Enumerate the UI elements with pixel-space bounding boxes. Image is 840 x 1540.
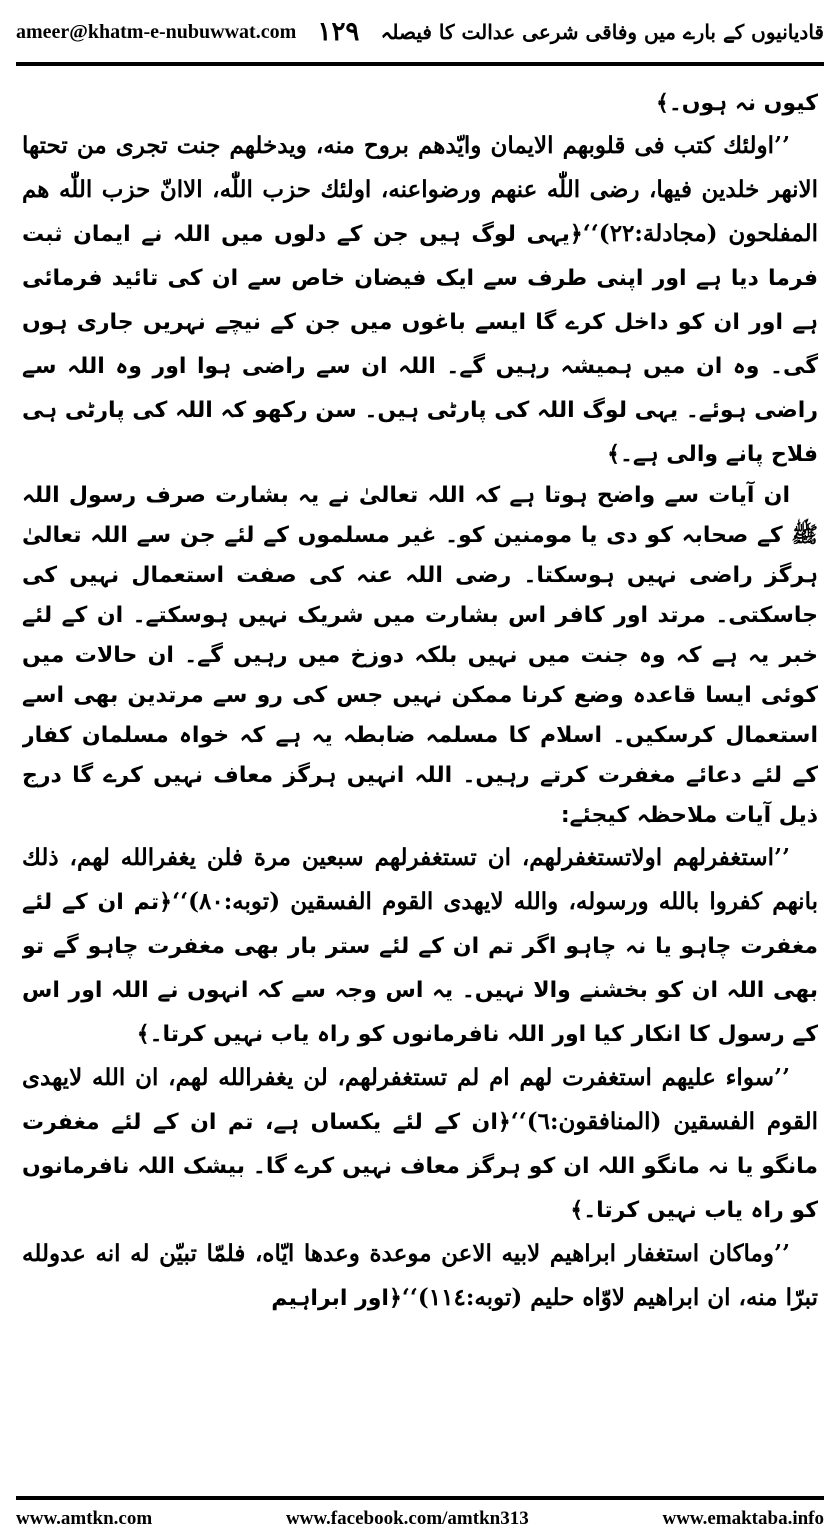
arabic-quote-tauba-114 <box>22 1232 818 1320</box>
footer-link-amtkn[interactable]: www.amtkn.com <box>16 1508 153 1529</box>
urdu-translation-munafiqun: ﴿ان کے لئے یکساں ہے، تم ان کے لئے مغفرت مانگو یا نہ مانگو اللہ ان کو ہرگز معاف نہیں کرے گا۔ بیشک اللہ نافرمانوں کو راہ یاب نہیں کرتا۔﴾ <box>22 1110 818 1223</box>
page-number: ١٢٩ <box>317 17 360 47</box>
footer-link-facebook[interactable]: www.facebook.com/amtkn313 <box>285 1508 529 1529</box>
page-footer <box>16 1504 824 1534</box>
footer-link-emaktaba[interactable]: www.emaktaba.info <box>662 1508 824 1529</box>
arabic-verse-tauba-114: ’’وماكان استغفار ابراهيم لابيه الاعن موعدة وعدها ايّاه، فلمّا تبيّن له انه عدولله تبرّا منه، ان ابراهيم لاوّاه حليم (توبه:١١٤)‘‘ <box>22 1240 818 1311</box>
urdu-translation-mujadala: ﴿یہی لوگ ہیں جن کے دلوں میں اللہ نے ایمان ثبت فرما دیا ہے اور اپنی طرف سے ایک فیضان خاص سے ان کی تائید فرمائی ہے اور ان کو داخل کرے گا ایسے باغوں میں جن کے نیچے نہریں جاری ہوں گی۔ وہ ان میں ہمیشہ رہیں گے۔ اللہ ان سے راضی ہوا اور وہ اللہ سے راضی ہوئے۔ یہی لوگ اللہ کی پارٹی ہیں۔ سن رکھو کہ اللہ کی پارٹی ہی فلاح پانے والی ہے۔﴾ <box>22 222 818 467</box>
arabic-verse-mujadala: ’’اولئك كتب فى قلوبهم الايمان وايّدهم بروح منه، ويدخلهم جنت تجرى من تحتها الانهر خلدين فيها، رضى اللّٰه عنهم ورضواعنه، اولئك حزب اللّٰه، الاانّ حزب اللّٰه هم المفلحون (مجادلة:٢٢)‘‘ <box>22 132 818 247</box>
header-email[interactable]: ameer@khatm-e-nubuwwat.com <box>16 20 297 43</box>
page-header <box>16 12 824 52</box>
paragraph-commentary: ان آیات سے واضح ہوتا ہے کہ اللہ تعالیٰ نے یہ بشارت صرف رسول اللہ ﷺ کے صحابہ کو دی یا مومنین کو۔ غیر مسلموں کے لئے جن سے اللہ تعالیٰ ہرگز راضی نہیں ہوسکتا۔ رضی اللہ عنہ کی صفت استعمال نہیں کی جاسکتی۔ مرتد اور کافر اس بشارت میں شریک نہیں ہوسکتے۔ ان کے لئے خبر یہ ہے کہ وہ جنت میں نہیں بلکہ دوزخ میں رہیں گے۔ ان حالات میں کوئی ایسا قاعدہ وضع کرنا ممکن نہیں جس کی رو سے مرتدین بھی اسے استعمال کرسکیں۔ اسلام کا مسلمہ ضابطہ یہ ہے کہ خواہ مسلمان کفار کے لئے دعائے مغفرت کرتے رہیں۔ اللہ انہیں ہرگز معاف نہیں کرے گا درج ذیل آیات ملاحظہ کیجئے: <box>22 483 818 828</box>
urdu-translation-tauba-114: ﴿اور ابراہیم <box>271 1286 402 1311</box>
arabic-quote-munafiqun <box>22 1056 818 1232</box>
arabic-verse-munafiqun: ’’سواء عليهم استغفرت لهم ام لم تستغفرلهم، لن يغفرالله لهم، ان الله لايهدى القوم الفسقين (المنافقون:٦)‘‘ <box>22 1064 818 1135</box>
arabic-verse-tauba-80: ’’استغفرلهم اولاتستغفرلهم، ان تستغفرلهم سبعين مرة فلن يغفرالله لهم، ذلك بانهم كفروا بالله ورسوله، والله لايهدى القوم الفسقين (توبه:٨٠)‘‘ <box>22 844 818 915</box>
book-title: قادیانیوں کے بارے میں وفاقی شرعی عدالت کا فیصلہ <box>380 20 824 44</box>
paragraph-1: کیوں نہ ہوں۔﴾ <box>655 91 818 116</box>
footer-rule <box>16 1496 824 1500</box>
arabic-quote-tauba-80 <box>22 836 818 1056</box>
header-rule <box>16 62 824 66</box>
page-body <box>22 84 818 1484</box>
urdu-translation-tauba-80: ﴿تم ان کے لئے مغفرت چاہو یا نہ چاہو اگر تم ان کے لئے ستر بار بھی مغفرت چاہو گے تو بھی اللہ ان کو بخشنے والا نہیں۔ یہ اس وجہ سے کہ انہوں نے اللہ اور اس کے رسول کا انکار کیا اور اللہ نافرمانوں کو راہ یاب نہیں کرتا۔﴾ <box>22 890 818 1047</box>
arabic-quote-mujadala <box>22 124 818 476</box>
